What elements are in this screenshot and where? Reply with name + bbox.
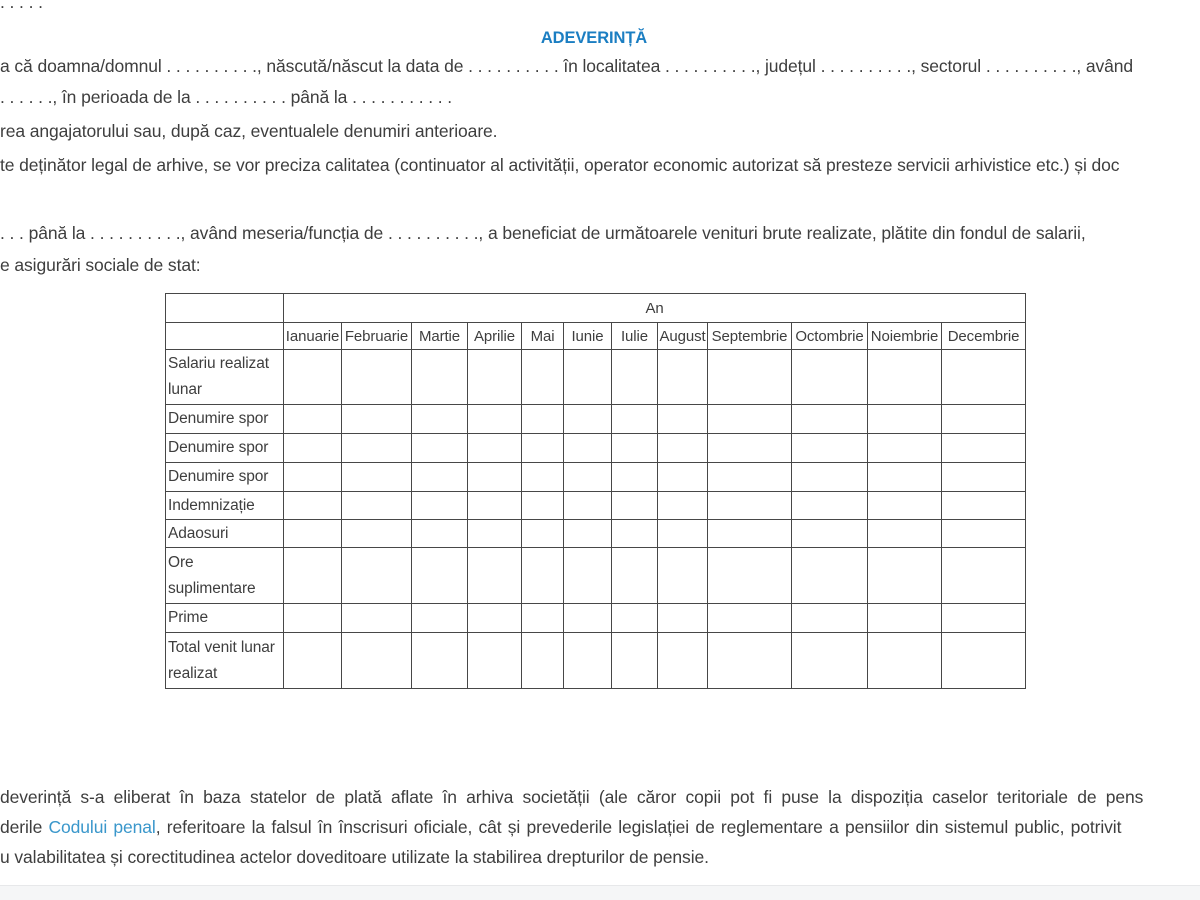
data-cell	[612, 434, 658, 463]
footer-legal-line	[0, 816, 1121, 838]
row-label-cell: Salariu realizat lunar	[166, 350, 284, 405]
data-cell	[612, 350, 658, 405]
data-cell	[564, 604, 612, 633]
data-cell	[522, 520, 564, 548]
data-cell	[792, 434, 868, 463]
month-header-row	[166, 323, 1026, 350]
data-cell	[284, 548, 342, 604]
paragraph-income-line2: e asigurări sociale de stat:	[0, 255, 201, 275]
data-cell	[708, 350, 792, 405]
data-cell	[708, 463, 792, 492]
month-header-cell: Ianuarie	[284, 323, 342, 350]
month-header-cell: Iunie	[564, 323, 612, 350]
income-table-row	[166, 633, 1026, 689]
data-cell	[564, 548, 612, 604]
data-cell	[412, 548, 468, 604]
data-cell	[342, 463, 412, 492]
data-cell	[868, 434, 942, 463]
data-cell	[468, 520, 522, 548]
data-cell	[792, 633, 868, 689]
data-cell	[342, 520, 412, 548]
month-header-cell: Decembrie	[942, 323, 1026, 350]
data-cell	[658, 548, 708, 604]
year-header-row	[166, 294, 1026, 323]
data-cell	[942, 633, 1026, 689]
data-cell	[792, 492, 868, 520]
data-cell	[342, 434, 412, 463]
month-header-cell: Septembrie	[708, 323, 792, 350]
data-cell	[412, 434, 468, 463]
data-cell	[522, 492, 564, 520]
income-table-row	[166, 604, 1026, 633]
income-table	[165, 293, 1026, 689]
income-table-row	[166, 434, 1026, 463]
data-cell	[412, 492, 468, 520]
data-cell	[708, 434, 792, 463]
data-cell	[284, 633, 342, 689]
penal-code-link[interactable]: Codului penal	[48, 817, 156, 837]
footer-legal-prefix: derile	[0, 817, 49, 837]
corner-cell	[166, 294, 284, 323]
footer-validity-line: u valabilitatea și corectitudinea actelor doveditoare utilizate la stabilirea drepturilor de pensie.	[0, 847, 709, 867]
row-label-cell: Indemnizație	[166, 492, 284, 520]
data-cell	[342, 604, 412, 633]
data-cell	[412, 463, 468, 492]
data-cell	[522, 604, 564, 633]
income-table-row	[166, 350, 1026, 405]
data-cell	[284, 405, 342, 434]
data-cell	[412, 604, 468, 633]
data-cell	[658, 633, 708, 689]
data-cell	[468, 405, 522, 434]
data-cell	[942, 350, 1026, 405]
data-cell	[868, 463, 942, 492]
data-cell	[522, 350, 564, 405]
data-cell	[708, 604, 792, 633]
row-label-cell: Prime	[166, 604, 284, 633]
data-cell	[942, 520, 1026, 548]
data-cell	[284, 463, 342, 492]
data-cell	[412, 350, 468, 405]
income-table-row	[166, 548, 1026, 604]
data-cell	[658, 434, 708, 463]
footer-issuance-line: deverință s-a eliberat în baza statelor de plată aflate în arhiva societății (ale căror copii pot fi puse la dispoziția caselor teritoriale de pens	[0, 787, 1144, 807]
data-cell	[412, 520, 468, 548]
data-cell	[708, 492, 792, 520]
data-cell	[868, 492, 942, 520]
data-cell	[564, 492, 612, 520]
data-cell	[942, 434, 1026, 463]
data-cell	[612, 492, 658, 520]
income-table-body	[166, 294, 1026, 689]
data-cell	[522, 633, 564, 689]
data-cell	[792, 405, 868, 434]
data-cell	[468, 463, 522, 492]
paragraph-archive-note: te deținător legal de arhive, se vor preciza calitatea (continuator al activității, operator economic autorizat să presteze servicii arhivistice etc.) și doc	[0, 155, 1120, 175]
data-cell	[564, 520, 612, 548]
data-cell	[612, 463, 658, 492]
data-cell	[468, 434, 522, 463]
row-label-cell: Ore suplimentare	[166, 548, 284, 604]
data-cell	[612, 520, 658, 548]
data-cell	[942, 405, 1026, 434]
data-cell	[468, 633, 522, 689]
data-cell	[284, 492, 342, 520]
data-cell	[942, 604, 1026, 633]
data-cell	[792, 350, 868, 405]
data-cell	[868, 405, 942, 434]
data-cell	[522, 434, 564, 463]
row-label-cell: Total venit lunar realizat	[166, 633, 284, 689]
data-cell	[658, 604, 708, 633]
month-header-cell: Octombrie	[792, 323, 868, 350]
page-title: ADEVERINȚĂ	[540, 29, 648, 47]
data-cell	[468, 350, 522, 405]
data-cell	[468, 548, 522, 604]
month-header-cell: Mai	[522, 323, 564, 350]
month-header-cell: Martie	[412, 323, 468, 350]
data-cell	[612, 633, 658, 689]
data-cell	[522, 405, 564, 434]
month-header-cell: August	[658, 323, 708, 350]
data-cell	[522, 548, 564, 604]
data-cell	[412, 405, 468, 434]
data-cell	[342, 492, 412, 520]
data-cell	[284, 604, 342, 633]
data-cell	[612, 405, 658, 434]
data-cell	[564, 633, 612, 689]
data-cell	[942, 492, 1026, 520]
data-cell	[942, 463, 1026, 492]
data-cell	[942, 548, 1026, 604]
paragraph-income-line1: . . . până la . . . . . . . . . ., având meseria/funcția de . . . . . . . . . ., a beneficiat de următoarele venituri brute realizate, plătite din fondul de salarii,	[0, 223, 1086, 243]
paragraph-identity-line1: a că doamna/domnul . . . . . . . . . ., născută/născut la data de . . . . . . . . . . în localitatea . . . . . . . . . ., județul . . . . . . . . . ., sectorul . . . . . . . . . ., având	[0, 56, 1134, 76]
data-cell	[658, 463, 708, 492]
data-cell	[792, 463, 868, 492]
income-table-row	[166, 463, 1026, 492]
data-cell	[412, 633, 468, 689]
data-cell	[612, 604, 658, 633]
year-header-cell: An	[284, 294, 1026, 323]
month-header-cell: Iulie	[612, 323, 658, 350]
income-table-row	[166, 520, 1026, 548]
paragraph-employer-note: rea angajatorului sau, după caz, eventualele denumiri anterioare.	[0, 121, 498, 141]
data-cell	[564, 350, 612, 405]
income-table-row	[166, 492, 1026, 520]
data-cell	[708, 633, 792, 689]
data-cell	[868, 520, 942, 548]
data-cell	[284, 350, 342, 405]
data-cell	[284, 434, 342, 463]
page-footer-bar	[0, 885, 1200, 900]
data-cell	[658, 492, 708, 520]
data-cell	[658, 520, 708, 548]
data-cell	[342, 405, 412, 434]
data-cell	[564, 434, 612, 463]
data-cell	[284, 520, 342, 548]
leader-dots-top: . . . . .	[0, 0, 43, 12]
month-header-cell: Noiembrie	[868, 323, 942, 350]
month-header-cell: Februarie	[342, 323, 412, 350]
data-cell	[708, 548, 792, 604]
data-cell	[342, 548, 412, 604]
data-cell	[342, 633, 412, 689]
data-cell	[468, 492, 522, 520]
corner-cell	[166, 323, 284, 350]
row-label-cell: Adaosuri	[166, 520, 284, 548]
data-cell	[658, 350, 708, 405]
data-cell	[564, 405, 612, 434]
data-cell	[342, 350, 412, 405]
data-cell	[792, 604, 868, 633]
month-header-cell: Aprilie	[468, 323, 522, 350]
data-cell	[468, 604, 522, 633]
data-cell	[868, 633, 942, 689]
data-cell	[868, 350, 942, 405]
data-cell	[708, 405, 792, 434]
data-cell	[868, 548, 942, 604]
data-cell	[708, 520, 792, 548]
income-table-row	[166, 405, 1026, 434]
data-cell	[792, 548, 868, 604]
row-label-cell: Denumire spor	[166, 405, 284, 434]
data-cell	[522, 463, 564, 492]
data-cell	[564, 463, 612, 492]
data-cell	[868, 604, 942, 633]
row-label-cell: Denumire spor	[166, 463, 284, 492]
data-cell	[658, 405, 708, 434]
data-cell	[792, 520, 868, 548]
paragraph-identity-line2: . . . . . ., în perioada de la . . . . . . . . . . până la . . . . . . . . . . .	[0, 87, 453, 107]
row-label-cell: Denumire spor	[166, 434, 284, 463]
data-cell	[612, 548, 658, 604]
footer-legal-suffix: , referitoare la falsul în înscrisuri oficiale, cât și prevederile legislației de reglementare a pensiilor din sistemul public, potrivit	[155, 817, 1122, 837]
